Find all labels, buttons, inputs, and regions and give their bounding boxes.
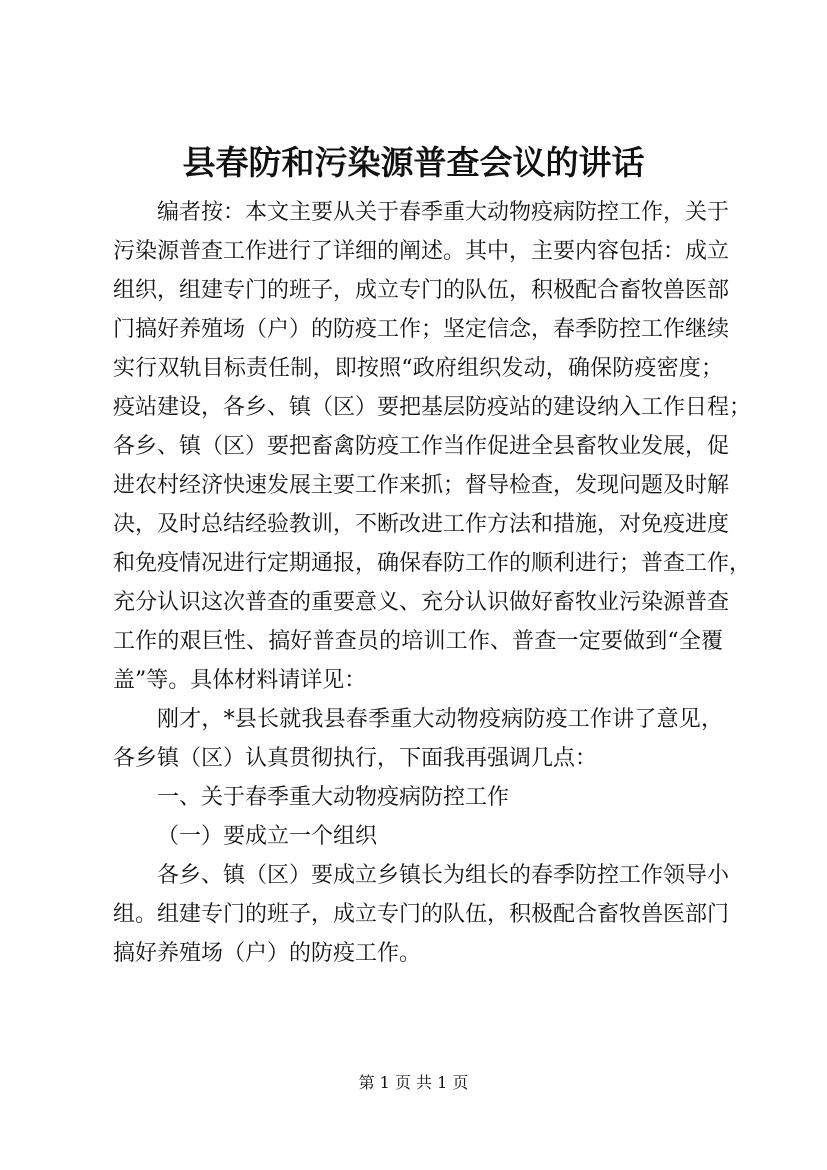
editor-note-line: 工作的艰巨性、搞好普查员的培训工作、普查一定要做到“全覆 [113, 629, 723, 654]
document-body [113, 193, 752, 973]
editor-note-line: 充分认识这次普查的重要意义、充分认识做好畜牧业污染源普查 [113, 590, 730, 615]
section-heading: 一、关于春季重大动物疫病防控工作 [157, 785, 510, 810]
paragraph-line: 组。组建专门的班子，成立专门的队伍，积极配合畜牧兽医部门 [113, 902, 730, 927]
editor-note-line: 实行双轨目标责任制，即按照“政府组织发动，确保防疫密度； [113, 356, 723, 381]
editor-note-line: 污染源普查工作进行了详细的阐述。其中，主要内容包括：成立 [113, 239, 730, 264]
editor-note-line: 疫站建设，各乡、镇（区）要把基层防疫站的建设纳入工作日程； [113, 395, 752, 420]
editor-note-line: 和免疫情况进行定期通报，确保春防工作的顺利进行；普查工作， [113, 551, 752, 576]
subsection-heading: （一）要成立一个组织 [157, 824, 378, 849]
paragraph-line: 搞好养殖场（户）的防疫工作。 [113, 941, 422, 966]
editor-note-line: 门搞好养殖场（户）的防疫工作；坚定信念，春季防控工作继续 [113, 317, 730, 342]
document-title: 县春防和污染源普查会议的讲话 [182, 143, 645, 182]
editor-note-line: 盖”等。具体材料请详见： [113, 668, 367, 693]
paragraph-line: 各乡、镇（区）要成立乡镇长为组长的春季防控工作领导小 [157, 863, 730, 888]
editor-note-line: 进农村经济快速发展主要工作来抓；督导检查，发现问题及时解 [113, 473, 730, 498]
editor-note-line: 各乡、镇（区）要把畜禽防疫工作当作促进全县畜牧业发展，促 [113, 434, 730, 459]
editor-note-line: 组织，组建专门的班子，成立专门的队伍，积极配合畜牧兽医部 [113, 278, 730, 303]
editor-note-line: 编者按：本文主要从关于春季重大动物疫病防控工作，关于 [157, 200, 730, 225]
intro-line: 各乡镇（区）认真贯彻执行，下面我再强调几点： [113, 746, 598, 771]
editor-note-line: 决，及时总结经验教训，不断改进工作方法和措施，对免疫进度 [113, 512, 730, 537]
page-footer: 第 1 页 共 1 页 [358, 1073, 469, 1092]
intro-line: 刚才，*县长就我县春季重大动物疫病防疫工作讲了意见， [157, 707, 723, 732]
